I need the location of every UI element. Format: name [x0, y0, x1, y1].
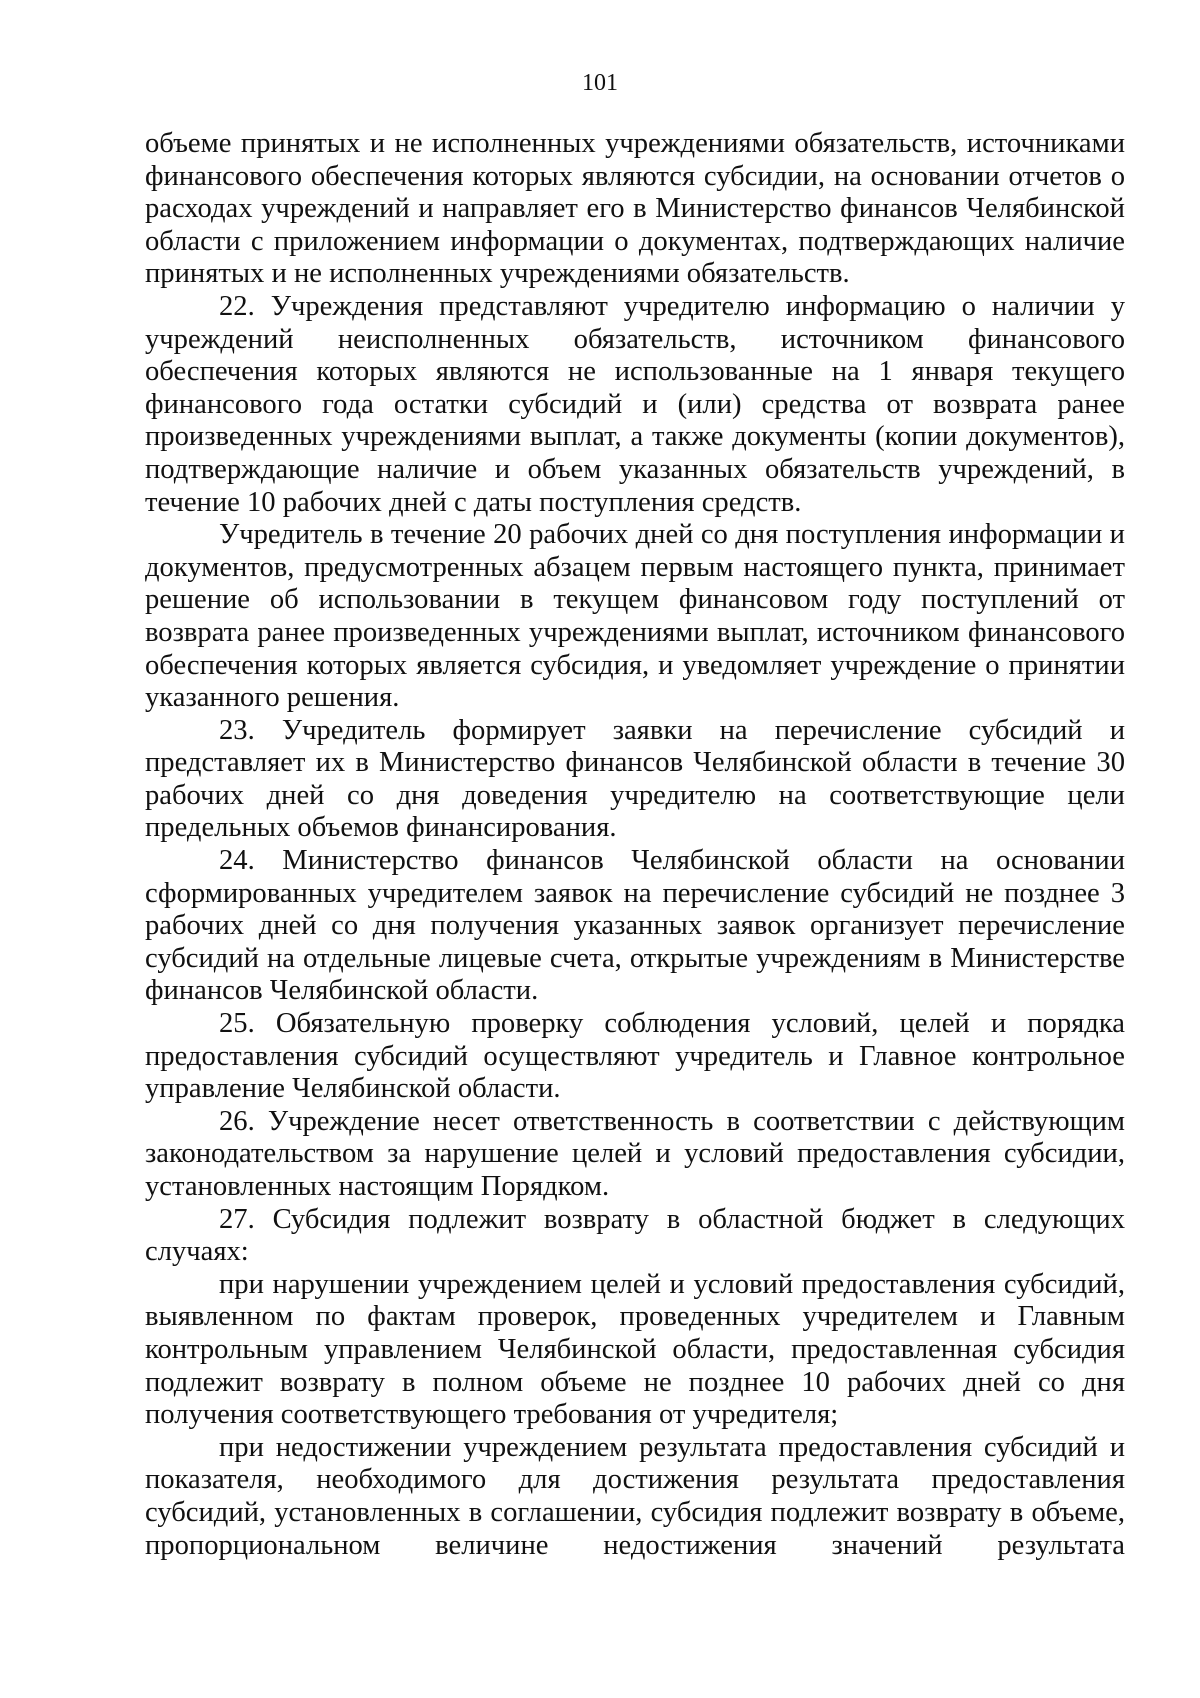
- paragraph-continuation: объеме принятых и не исполненных учреждениями обязательств, источниками финансового обеспечения которых являются субсидии, на основании отчетов о расходах учреждений и направляет его в Министерство финансов Челябинской области с приложением информации о документах, подтверждающих наличие принятых и не исполненных учреждениями обязательств.: [145, 128, 1125, 290]
- paragraph-case-nonachievement: при недостижении учреждением результата предоставления субсидий и показателя, необходимого для достижения результата предоставления субсидий, установленных в соглашении, субсидия подлежит возврату в объеме, пропорциональном величине недостижения значений результата: [145, 1431, 1125, 1561]
- paragraph-item-23: 23. Учредитель формирует заявки на перечисление субсидий и представляет их в Министерство финансов Челябинской области в течение 30 рабочих дней со дня доведения учредителю на соответствующие цели предельных объемов финансирования.: [145, 714, 1125, 844]
- paragraph-item-22-second: Учредитель в течение 20 рабочих дней со дня поступления информации и документов, предусмотренных абзацем первым настоящего пункта, принимает решение об использовании в текущем финансовом году поступлений от возврата ранее произведенных учреждениями выплат, источником финансового обеспечения которых является субсидия, и уведомляет учреждение о принятии указанного решения.: [145, 519, 1125, 714]
- paragraph-case-violation: при нарушении учреждением целей и условий предоставления субсидий, выявленном по фактам проверок, проведенных учредителем и Главным контрольным управлением Челябинской области, предоставленная субсидия подлежит возврату в полном объеме не позднее 10 рабочих дней со дня получения соответствующего требования от учредителя;: [145, 1268, 1125, 1431]
- paragraph-item-26: 26. Учреждение несет ответственность в соответствии с действующим законодательством за нарушение целей и условий предоставления субсидии, установленных настоящим Порядком.: [145, 1105, 1125, 1202]
- paragraph-item-25: 25. Обязательную проверку соблюдения условий, целей и порядка предоставления субсидий осуществляют учредитель и Главное контрольное управление Челябинской области.: [145, 1008, 1125, 1105]
- paragraph-item-24: 24. Министерство финансов Челябинской области на основании сформированных учредителем заявок на перечисление субсидий не позднее 3 рабочих дней со дня получения указанных заявок организует перечисление субсидий на отдельные лицевые счета, открытые учреждениям в Министерстве финансов Челябинской области.: [145, 845, 1125, 1007]
- paragraph-item-22: 22. Учреждения представляют учредителю информацию о наличии у учреждений неисполненных обязательств, источником финансового обеспечения которых являются не использованные на 1 января текущего финансового года остатки субсидий и (или) средства от возврата ранее произведенных учреждениями выплат, а также документы (копии документов), подтверждающие наличие и объем указанных обязательств учреждений, в течение 10 рабочих дней с даты поступления средств.: [145, 290, 1125, 518]
- page-number: 101: [582, 70, 618, 96]
- paragraph-item-27: 27. Субсидия подлежит возврату в областной бюджет в следующих случаях:: [145, 1203, 1125, 1268]
- document-body: [145, 128, 1125, 1562]
